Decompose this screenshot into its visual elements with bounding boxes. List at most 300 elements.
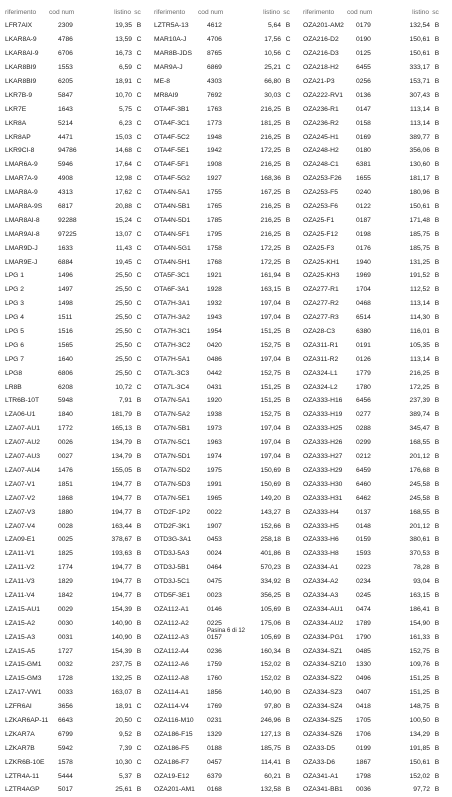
discount-class: B [434, 508, 440, 516]
table-row [303, 589, 447, 603]
discount-class: B [434, 564, 440, 572]
reference-code: OZA236-R1 [303, 105, 339, 113]
discount-class: B [285, 230, 291, 238]
reference-code: MAR9A-J [154, 64, 183, 72]
reference-code: LZA11-V3 [5, 578, 35, 586]
code-number: 1954 [207, 328, 222, 336]
code-number: 4786 [58, 36, 73, 44]
table-row [5, 519, 149, 533]
discount-class: C [136, 328, 142, 336]
table-row [154, 283, 298, 297]
code-number: 1476 [58, 466, 73, 474]
discount-class: B [434, 355, 440, 363]
list-price: 127,13 [260, 730, 281, 738]
code-number: 0486 [207, 355, 222, 363]
table-row [303, 283, 447, 297]
table-row [154, 686, 298, 700]
reference-code: OZA334-SZ1 [303, 647, 343, 655]
code-number: 0199 [356, 744, 371, 752]
code-number: 1969 [356, 272, 371, 280]
table-row [154, 491, 298, 505]
discount-class: B [434, 772, 440, 780]
list-price: 18,91 [115, 703, 132, 711]
reference-code: OTA7N-5D1 [154, 453, 191, 461]
header-listino: listino [114, 9, 131, 16]
reference-code: OZA25-F3 [303, 244, 335, 252]
table-row [154, 241, 298, 255]
list-price: 25,50 [115, 300, 132, 308]
code-number: 0125 [356, 50, 371, 58]
table-row [154, 741, 298, 755]
discount-class: C [136, 36, 142, 44]
discount-class: B [434, 675, 440, 683]
reference-code: LZA15-GM1 [5, 661, 42, 669]
code-number: 1772 [58, 425, 73, 433]
discount-class: C [136, 161, 142, 169]
code-number: 5444 [58, 772, 73, 780]
reference-code: OZA248-C1 [303, 161, 339, 169]
reference-code: LMAR9D-J [5, 244, 38, 252]
discount-class: B [285, 439, 291, 447]
reference-code: LKAR8A-9 [5, 36, 37, 44]
table-row [303, 130, 447, 144]
reference-code: LKR9CI-8 [5, 147, 35, 155]
code-number: 0420 [207, 341, 222, 349]
discount-class: B [434, 216, 440, 224]
code-number: 0169 [356, 133, 371, 141]
list-price: 401,86 [260, 550, 281, 558]
reference-code: OZA334-SZ5 [303, 716, 343, 724]
code-number: 0022 [207, 508, 222, 516]
list-price: 246,96 [260, 716, 281, 724]
discount-class: B [434, 439, 440, 447]
header-listino: listino [263, 9, 280, 16]
reference-code: OZA216-D3 [303, 50, 339, 58]
list-price: 6,23 [118, 119, 132, 127]
table-row [303, 241, 447, 255]
list-price: 216,25 [260, 203, 281, 211]
page-number: Pasina 6 di 12 [206, 628, 246, 634]
list-price: 9,52 [118, 730, 132, 738]
code-number: 1921 [207, 272, 222, 280]
list-price: 167,25 [260, 189, 281, 197]
code-number: 0025 [58, 536, 73, 544]
list-price: 194,77 [111, 564, 132, 572]
list-price: 7,91 [118, 397, 132, 405]
list-price: 193,63 [111, 550, 132, 558]
code-number: 0234 [356, 578, 371, 586]
table-row [303, 255, 447, 269]
table-row [5, 338, 149, 352]
reference-code: OZA236-R2 [303, 119, 339, 127]
discount-class: C [136, 258, 142, 266]
table-row [154, 561, 298, 575]
list-price: 168,55 [409, 439, 430, 447]
reference-code: LZA11-V2 [5, 564, 35, 572]
code-number: 1908 [207, 161, 222, 169]
code-number: 1640 [58, 355, 73, 363]
list-price: 216,25 [260, 230, 281, 238]
code-number: 0028 [58, 522, 73, 530]
table-row [154, 394, 298, 408]
table-row [5, 227, 149, 241]
code-number: 1705 [356, 716, 371, 724]
reference-code: OZA311-R2 [303, 355, 339, 363]
discount-class: B [136, 480, 142, 488]
code-number: 7692 [207, 91, 222, 99]
discount-class: B [285, 22, 291, 30]
discount-class: B [434, 203, 440, 211]
list-price: 154,39 [111, 605, 132, 613]
header-sc: sc [283, 9, 290, 16]
table-row [303, 783, 447, 797]
list-price: 345,47 [409, 425, 430, 433]
list-price: 570,23 [260, 564, 281, 572]
table-row [303, 714, 447, 728]
code-number: 0032 [58, 661, 73, 669]
reference-code: OZA324-L2 [303, 383, 338, 391]
discount-class: B [434, 758, 440, 766]
table-row [154, 672, 298, 686]
reference-code: OTA7N-5A2 [154, 411, 190, 419]
list-price: 113,14 [410, 300, 430, 308]
table-row [154, 325, 298, 339]
table-row [5, 769, 149, 783]
discount-class: B [136, 425, 142, 433]
discount-class: B [136, 633, 142, 641]
list-price: 30,03 [264, 91, 281, 99]
list-price: 152,02 [260, 675, 281, 683]
reference-code: LMAR7A-9 [5, 175, 38, 183]
list-price: 176,68 [409, 466, 430, 474]
price-column-1 [5, 4, 149, 797]
list-price: 114,30 [410, 314, 430, 322]
table-row [303, 325, 447, 339]
table-row [5, 61, 149, 75]
list-price: 216,25 [409, 369, 430, 377]
reference-code: LKR8A [5, 119, 27, 127]
discount-class: B [434, 619, 440, 627]
reference-code: LPG 3 [5, 300, 24, 308]
reference-code: OZA216-D2 [303, 36, 339, 44]
header-cod-num: cod num [347, 9, 373, 16]
list-price: 134,79 [111, 439, 132, 447]
reference-code: OZA114-V4 [154, 703, 189, 711]
code-number: 0036 [356, 786, 371, 794]
discount-class: B [285, 355, 291, 363]
discount-class: B [434, 647, 440, 655]
list-price: 168,55 [409, 508, 430, 516]
list-price: 152,75 [260, 369, 281, 377]
list-price: 152,02 [260, 661, 281, 669]
table-row [154, 658, 298, 672]
table-row [154, 102, 298, 116]
code-number: 6799 [58, 730, 73, 738]
discount-class: C [136, 272, 142, 280]
discount-class: B [285, 453, 291, 461]
discount-class: B [434, 494, 440, 502]
list-price: 113,14 [410, 355, 430, 363]
code-number: 1760 [207, 675, 222, 683]
list-price: 10,72 [115, 383, 132, 391]
table-row [5, 644, 149, 658]
reference-code: OZA334-AU1 [303, 605, 344, 613]
list-price: 116,01 [410, 328, 430, 336]
reference-code: OZA116-M10 [154, 716, 194, 724]
discount-class: B [434, 300, 440, 308]
discount-class: B [285, 758, 291, 766]
discount-class: B [434, 661, 440, 669]
reference-code: LZA07-AU1 [5, 425, 40, 433]
table-row [303, 172, 447, 186]
reference-code: LZA09-E1 [5, 536, 36, 544]
list-price: 25,50 [115, 328, 132, 336]
discount-class: B [285, 605, 291, 613]
code-number: 0236 [207, 647, 222, 655]
discount-class: B [285, 300, 291, 308]
discount-class: B [434, 550, 440, 558]
table-row [303, 408, 447, 422]
table-row [303, 505, 447, 519]
discount-class: B [285, 216, 291, 224]
list-price: 160,34 [260, 647, 281, 655]
discount-class: B [285, 105, 291, 113]
discount-class: C [285, 91, 291, 99]
discount-class: B [434, 78, 440, 85]
code-number: 0245 [356, 591, 371, 599]
reference-code: LZA11-V1 [5, 550, 35, 558]
list-price: 105,69 [260, 633, 281, 641]
table-row [5, 172, 149, 186]
discount-class: B [285, 272, 291, 280]
code-number: 1565 [58, 341, 73, 349]
list-price: 161,33 [409, 633, 430, 641]
table-row [303, 213, 447, 227]
discount-class: C [136, 703, 142, 711]
reference-code: OZA245-H1 [303, 133, 339, 141]
discount-class: B [434, 341, 440, 349]
discount-class: B [285, 703, 291, 711]
discount-class: B [285, 494, 291, 502]
header-cod-num: cod num [198, 9, 224, 16]
table-row [5, 714, 149, 728]
discount-class: B [434, 50, 440, 58]
table-row [303, 575, 447, 589]
code-number: 1553 [58, 64, 73, 72]
table-row [154, 602, 298, 616]
code-number: 1330 [356, 661, 371, 669]
reference-code: OZA333-H25 [303, 425, 343, 433]
table-row [154, 172, 298, 186]
discount-class: C [136, 203, 142, 211]
code-number: 1842 [58, 591, 73, 599]
table-row [303, 602, 447, 616]
list-price: 13,59 [115, 36, 132, 44]
table-row [303, 116, 447, 130]
reference-code: OZA112-A6 [154, 661, 189, 669]
table-row [154, 311, 298, 325]
table-row [303, 88, 447, 102]
reference-code: OTA4F-5G2 [154, 175, 190, 183]
table-row [5, 547, 149, 561]
code-number: 1974 [207, 453, 222, 461]
list-price: 150,61 [409, 36, 430, 44]
code-number: 0190 [356, 36, 371, 44]
code-number: 0418 [356, 703, 371, 711]
discount-class: B [285, 369, 291, 377]
reference-code: ME-8 [154, 78, 170, 85]
reference-code: OTD5F-3E1 [154, 591, 191, 599]
list-price: 153,71 [409, 78, 430, 85]
table-row [303, 366, 447, 380]
code-number: 0029 [58, 605, 73, 613]
discount-class: B [285, 244, 291, 252]
table-row [303, 436, 447, 450]
reference-code: OTA7N-5C1 [154, 439, 191, 447]
code-number: 6643 [58, 716, 73, 724]
reference-code: LZTR4A-11 [5, 772, 40, 780]
code-number: 0485 [356, 647, 371, 655]
list-price: 25,21 [264, 64, 281, 72]
table-row [303, 644, 447, 658]
code-number: 0146 [207, 605, 222, 613]
table-row [5, 380, 149, 394]
reference-code: OZA28-C3 [303, 328, 335, 336]
discount-class: B [434, 105, 440, 113]
reference-code: OZA333-H29 [303, 466, 343, 474]
list-price: 19,35 [115, 22, 132, 30]
table-row [5, 297, 149, 311]
discount-class: B [285, 564, 291, 572]
table-row [154, 19, 298, 33]
table-row [5, 130, 149, 144]
discount-class: B [434, 480, 440, 488]
code-number: 1907 [207, 522, 222, 530]
code-number: 4908 [58, 175, 73, 183]
discount-class: B [136, 508, 142, 516]
table-row [154, 477, 298, 491]
discount-class: C [136, 744, 142, 752]
code-number: 1840 [58, 411, 73, 419]
code-number: 1785 [207, 216, 222, 224]
table-row [154, 422, 298, 436]
list-price: 245,58 [409, 480, 430, 488]
table-row [154, 436, 298, 450]
reference-code: OTA4F-3C1 [154, 119, 190, 127]
code-number: 97225 [58, 230, 77, 238]
code-number: 0122 [356, 203, 371, 211]
reference-code: LKAR8BI9 [5, 64, 37, 72]
discount-class: B [434, 119, 440, 127]
code-number: 1768 [207, 258, 222, 266]
table-row [5, 464, 149, 478]
reference-code: LZA07-V4 [5, 522, 36, 530]
table-row [303, 519, 447, 533]
list-price: 181,25 [260, 119, 281, 127]
reference-code: OZA333-H4 [303, 508, 339, 516]
code-number: 6455 [356, 64, 371, 72]
code-number: 0027 [58, 453, 73, 461]
reference-code: OTA4N-5A1 [154, 189, 190, 197]
table-row [5, 700, 149, 714]
reference-code: OZA334-SZ4 [303, 703, 343, 711]
code-number: 0225 [207, 619, 222, 627]
code-number: 0159 [356, 536, 371, 544]
reference-code: OZA334-SZ10 [303, 661, 347, 669]
reference-code: LZFR6AI [5, 703, 32, 711]
discount-class: B [285, 661, 291, 669]
reference-code: OZA112-A1 [154, 605, 189, 613]
reference-code: LKR7B-9 [5, 91, 33, 99]
list-price: 151,25 [260, 397, 281, 405]
discount-class: B [136, 619, 142, 627]
table-row [303, 547, 447, 561]
reference-code: LR8B [5, 383, 22, 391]
table-row [303, 144, 447, 158]
code-number: 0147 [356, 105, 371, 113]
reference-code: LKR7E [5, 105, 27, 113]
discount-class: B [136, 550, 142, 558]
discount-class: B [136, 675, 142, 683]
code-number: 0191 [356, 341, 371, 349]
code-number: 0031 [58, 633, 73, 641]
discount-class: B [434, 730, 440, 738]
reference-code: MAR10A-J [154, 36, 187, 44]
code-number: 1927 [207, 175, 222, 183]
table-row [5, 408, 149, 422]
table-row [303, 200, 447, 214]
discount-class: B [434, 453, 440, 461]
code-number: 1880 [58, 508, 73, 516]
table-row [154, 227, 298, 241]
list-price: 150,61 [409, 50, 430, 58]
reference-code: OTA7L-3C4 [154, 383, 190, 391]
list-price: 333,17 [409, 64, 430, 72]
table-row [154, 575, 298, 589]
table-row [5, 533, 149, 547]
discount-class: C [136, 175, 142, 183]
table-row [154, 158, 298, 172]
code-number: 0157 [207, 633, 222, 641]
list-price: 154,39 [111, 647, 132, 655]
table-row [303, 269, 447, 283]
code-number: 0198 [356, 230, 371, 238]
code-number: 1496 [58, 272, 73, 280]
reference-code: LMAR6A-9 [5, 161, 38, 169]
list-price: 150,61 [409, 203, 430, 211]
list-price: 100,50 [409, 716, 430, 724]
discount-class: B [434, 244, 440, 252]
table-row [5, 19, 149, 33]
list-price: 25,61 [115, 786, 132, 794]
list-price: 105,35 [409, 341, 430, 349]
list-price: 197,04 [260, 453, 281, 461]
table-row [303, 33, 447, 47]
list-price: 175,06 [260, 619, 281, 627]
list-price: 112,52 [410, 286, 430, 294]
list-price: 25,50 [115, 355, 132, 363]
discount-class: B [434, 411, 440, 419]
list-price: 237,75 [111, 661, 132, 669]
table-row [5, 575, 149, 589]
discount-class: B [285, 550, 291, 558]
code-number: 1728 [58, 675, 73, 683]
table-row [5, 325, 149, 339]
table-row [154, 47, 298, 61]
code-number: 0188 [207, 744, 222, 752]
reference-code: LZA15-GM3 [5, 675, 42, 683]
list-price: 155,05 [111, 466, 132, 474]
